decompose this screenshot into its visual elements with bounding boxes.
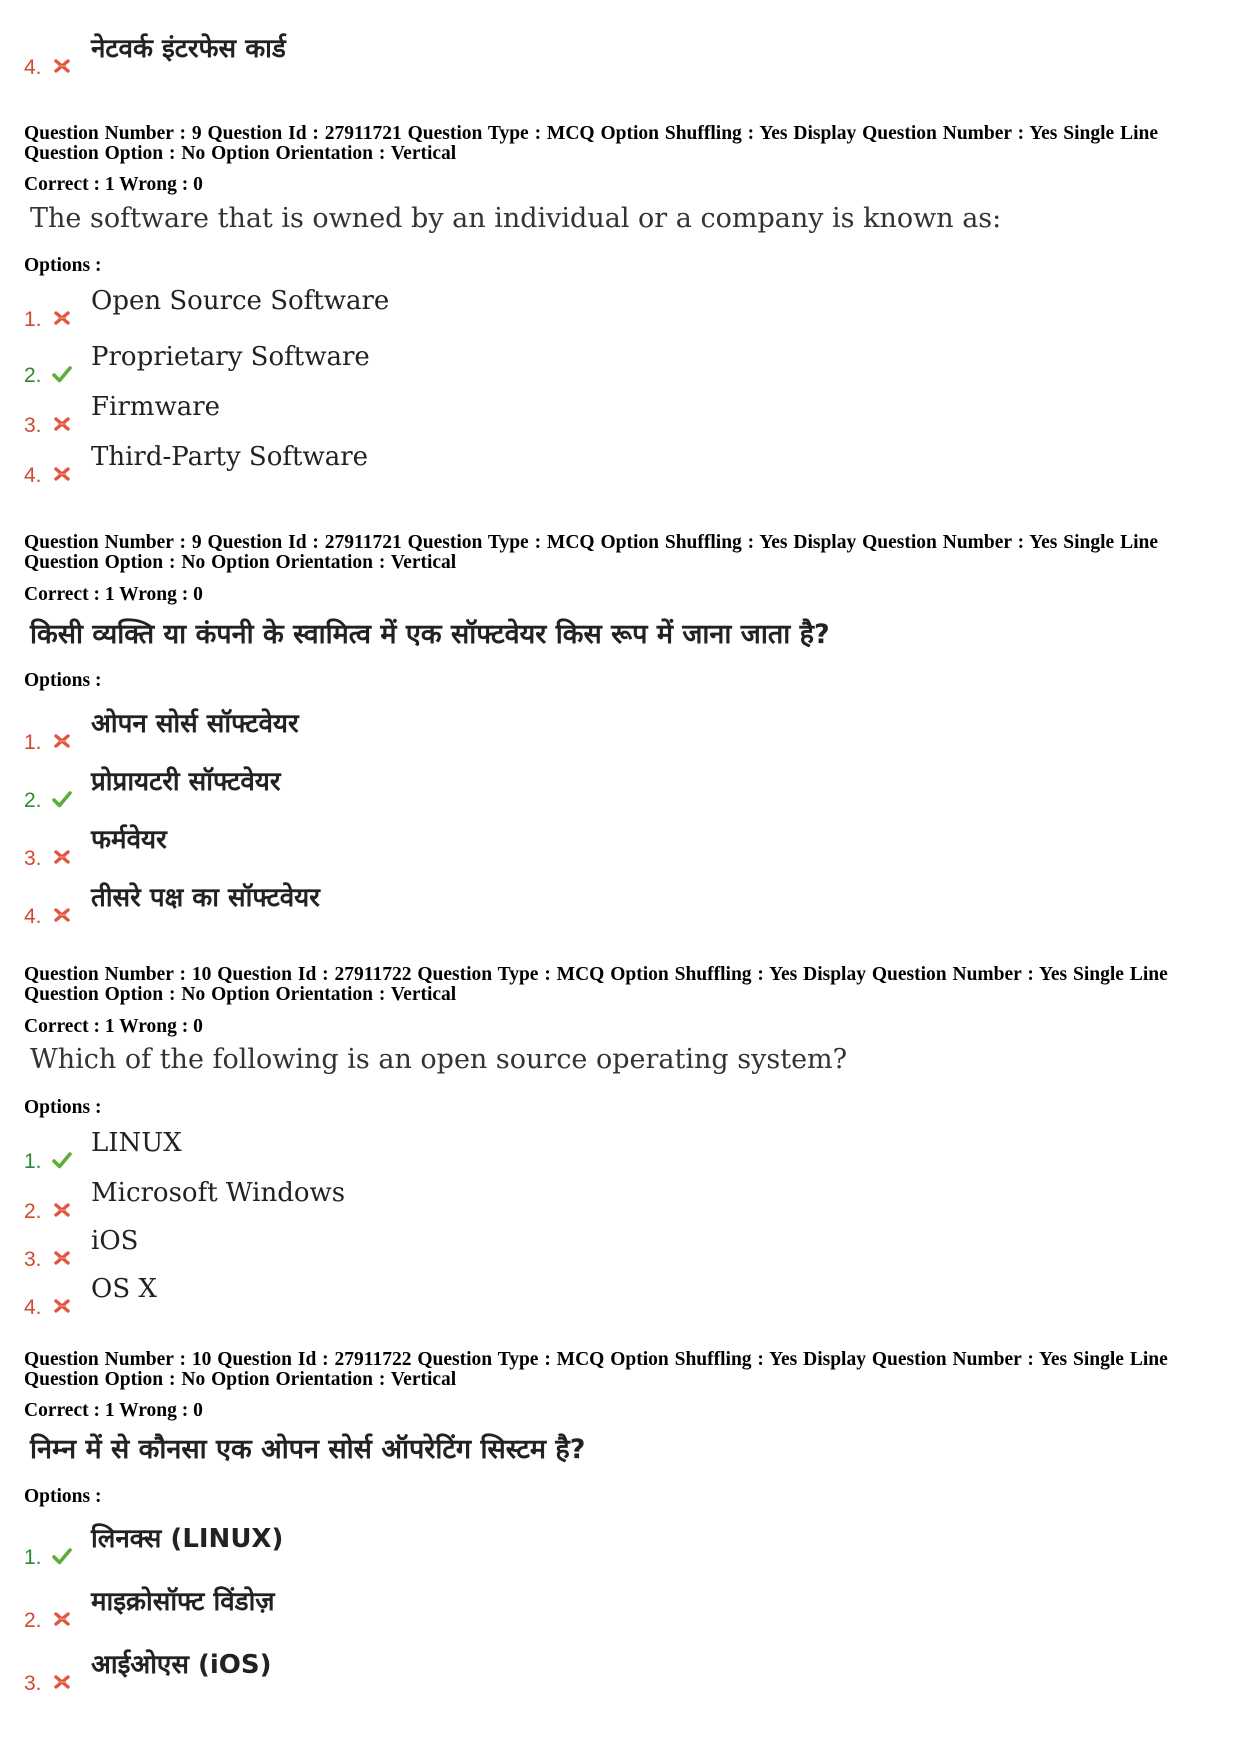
wrong-icon — [52, 905, 72, 925]
option-row — [24, 707, 1124, 753]
option-number: 2. — [24, 1609, 42, 1632]
option-number: 3. — [24, 847, 42, 870]
option-number: 1. — [24, 308, 42, 331]
option-text: प्रोप्रायटरी सॉफ्टवेयर — [91, 767, 281, 797]
option-number: 1. — [24, 1546, 42, 1569]
option-number: 4. — [24, 56, 42, 79]
option-text: LINUX — [91, 1128, 182, 1158]
option-number: 2. — [24, 364, 42, 387]
option-number: 2. — [24, 1200, 42, 1223]
wrong-icon — [52, 464, 72, 484]
option-text: Proprietary Software — [91, 342, 370, 372]
options-label: Options : — [24, 670, 102, 691]
option-text: माइक्रोसॉफ्ट विंडोज़ — [91, 1587, 275, 1617]
option-number: 4. — [24, 905, 42, 928]
option-row — [24, 390, 1124, 436]
option-row — [24, 32, 1124, 78]
option-row — [24, 1585, 1124, 1631]
option-number: 4. — [24, 464, 42, 487]
option-row — [24, 440, 1124, 486]
correct-check-icon — [52, 1150, 72, 1170]
wrong-icon — [52, 1248, 72, 1268]
option-number: 1. — [24, 731, 42, 754]
option-text: लिनक्स (LINUX) — [91, 1524, 284, 1554]
wrong-icon — [52, 414, 72, 434]
correct-check-icon — [52, 789, 72, 809]
options-label: Options : — [24, 255, 102, 276]
question-meta: Question Number : 10 Question Id : 27911722 Question Type : MCQ Option Shuffling : Yes Display Question Number : Yes Single Line Question Option : No Option Orientation : Vertical — [24, 1349, 1168, 1390]
option-row — [24, 1126, 1124, 1172]
wrong-icon — [52, 1672, 72, 1692]
correct-wrong-marks: Correct : 1 Wrong : 0 — [24, 1016, 203, 1037]
option-row — [24, 1648, 1124, 1694]
option-text: ओपन सोर्स सॉफ्टवेयर — [91, 709, 299, 739]
option-text: OS X — [91, 1274, 157, 1304]
option-text: iOS — [91, 1226, 139, 1256]
option-text: तीसरे पक्ष का सॉफ्टवेयर — [91, 883, 320, 913]
option-text: Microsoft Windows — [91, 1178, 346, 1208]
correct-wrong-marks: Correct : 1 Wrong : 0 — [24, 584, 203, 605]
option-text: नेटवर्क इंटरफेस कार्ड — [91, 34, 286, 64]
options-label: Options : — [24, 1486, 102, 1507]
option-text: फर्मवेयर — [91, 825, 167, 855]
correct-wrong-marks: Correct : 1 Wrong : 0 — [24, 1400, 203, 1421]
option-row — [24, 284, 1124, 330]
option-number: 3. — [24, 1672, 42, 1695]
question-text: Which of the following is an open source operating system? — [30, 1044, 848, 1075]
question-meta: Question Number : 9 Question Id : 27911721 Question Type : MCQ Option Shuffling : Yes Display Question Number : Yes Single Line Question Option : No Option Orientation : Vertical — [24, 123, 1158, 164]
question-text: किसी व्यक्ति या कंपनी के स्वामित्व में एक सॉफ्टवेयर किस रूप में जाना जाता है? — [30, 619, 830, 650]
option-row — [24, 1522, 1124, 1568]
option-number: 2. — [24, 789, 42, 812]
option-row — [24, 765, 1124, 811]
option-number: 1. — [24, 1150, 42, 1173]
option-number: 4. — [24, 1296, 42, 1319]
option-row — [24, 823, 1124, 869]
option-text: Firmware — [91, 392, 221, 422]
correct-check-icon — [52, 1546, 72, 1566]
wrong-icon — [52, 1200, 72, 1220]
wrong-icon — [52, 308, 72, 328]
wrong-icon — [52, 731, 72, 751]
option-text: Open Source Software — [91, 286, 390, 316]
question-text: The software that is owned by an individual or a company is known as: — [30, 203, 1002, 234]
question-text: निम्न में से कौनसा एक ओपन सोर्स ऑपरेटिंग सिस्टम है? — [30, 1434, 586, 1465]
option-text: Third-Party Software — [91, 442, 369, 472]
option-row — [24, 881, 1124, 927]
option-row — [24, 1272, 1124, 1318]
wrong-icon — [52, 56, 72, 76]
option-row — [24, 1176, 1124, 1222]
correct-wrong-marks: Correct : 1 Wrong : 0 — [24, 174, 203, 195]
option-row — [24, 1224, 1124, 1270]
option-text: आईओएस (iOS) — [91, 1650, 272, 1680]
options-label: Options : — [24, 1097, 102, 1118]
question-meta: Question Number : 10 Question Id : 27911722 Question Type : MCQ Option Shuffling : Yes Display Question Number : Yes Single Line Question Option : No Option Orientation : Vertical — [24, 964, 1168, 1005]
question-meta: Question Number : 9 Question Id : 27911721 Question Type : MCQ Option Shuffling : Yes Display Question Number : Yes Single Line Question Option : No Option Orientation : Vertical — [24, 532, 1158, 573]
option-row — [24, 340, 1124, 386]
correct-check-icon — [52, 364, 72, 384]
option-number: 3. — [24, 414, 42, 437]
wrong-icon — [52, 1296, 72, 1316]
wrong-icon — [52, 1609, 72, 1629]
wrong-icon — [52, 847, 72, 867]
option-number: 3. — [24, 1248, 42, 1271]
